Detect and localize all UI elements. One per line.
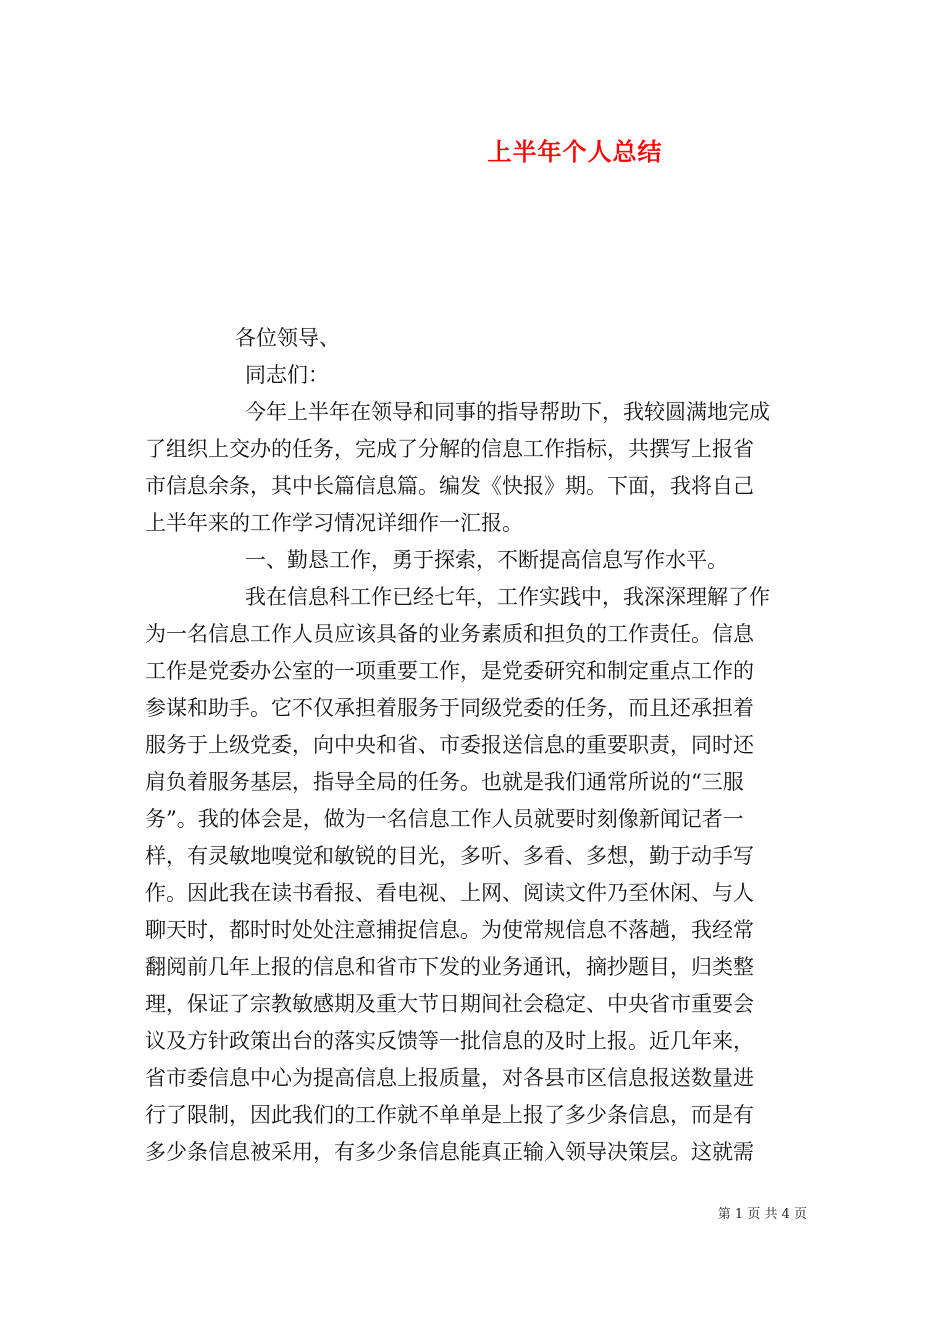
paragraph-line: 样，有灵敏地嗅觉和敏锐的目光，多听、多看、多想，勤于动手写 [145,844,754,868]
paragraph-line: 省市委信息中心为提高信息上报质量，对各县市区信息报送数量进 [145,1066,754,1090]
paragraph-line: 工作是党委办公室的一项重要工作，是党委研究和制定重点工作的 [145,659,754,683]
document-body [145,320,805,1171]
paragraph-line: 上半年来的工作学习情况详细作一汇报。 [145,511,523,535]
paragraph-line: 行了限制，因此我们的工作就不单单是上报了多少条信息，而是有 [145,1103,754,1127]
paragraph-line: 了组织上交办的任务，完成了分解的信息工作指标，共撰写上报省 [145,437,754,461]
paragraph-line: 我在信息科工作已经七年，工作实践中，我深深理解了作 [245,585,770,609]
paragraph-line: 议及方针政策出台的落实反馈等一批信息的及时上报。近几年来， [145,1029,754,1053]
paragraph-line: 理，保证了宗教敏感期及重大节日期间社会稳定、中央省市重要会 [145,992,754,1016]
paragraph-line: 作。因此我在读书看报、看电视、上网、阅读文件乃至休闲、与人 [145,881,754,905]
paragraph-line: 服务于上级党委，向中央和省、市委报送信息的重要职责，同时还 [145,733,754,757]
document-title: 上半年个人总结 [487,137,663,166]
paragraph-line: 翻阅前几年上报的信息和省市下发的业务通讯，摘抄题目，归类整 [145,955,754,979]
paragraph-line: 务”。我的体会是，做为一名信息工作人员就要时刻像新闻记者一 [145,807,744,831]
paragraph-line: 市信息余条，其中长篇信息篇。编发《快报》期。下面，我将自己 [145,474,754,498]
paragraph-line: 今年上半年在领导和同事的指导帮助下，我较圆满地完成 [245,400,770,424]
paragraph-line: 为一名信息工作人员应该具备的业务素质和担负的工作责任。信息 [145,622,754,646]
salutation-leaders: 各位领导、 [235,326,340,350]
paragraph-line: 参谋和助手。它不仅承担着服务于同级党委的任务，而且还承担着 [145,696,754,720]
paragraph-line: 肩负着服务基层，指导全局的任务。也就是我们通常所说的“三服 [145,770,744,794]
page-indicator: 第 1 页 共 4 页 [717,1207,807,1222]
paragraph-line: 多少条信息被采用，有多少条信息能真正输入领导决策层。这就需 [145,1140,754,1164]
section-heading: 一、勤恳工作，勇于探索，不断提高信息写作水平。 [245,548,728,572]
salutation-comrades: 同志们： [245,363,329,387]
paragraph-line: 聊天时，都时时处处注意捕捉信息。为使常规信息不落趟，我经常 [145,918,754,942]
